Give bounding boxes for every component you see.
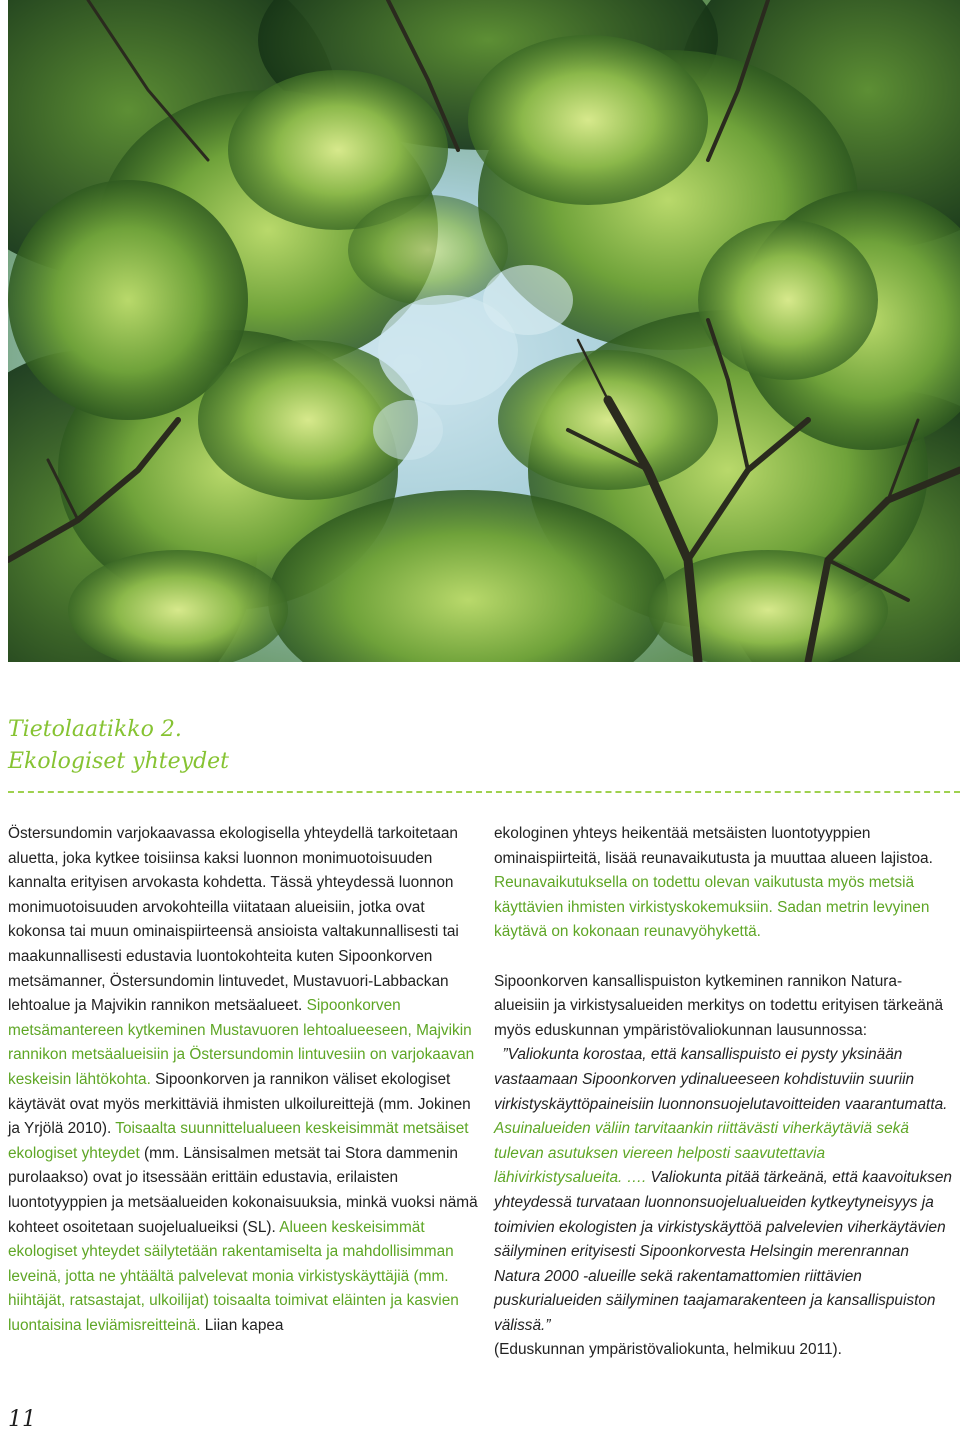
- right-text-2-highlight: Reunavaikutuksella on todettu olevan vaikutusta myös metsiä käyttävien ihmisten virkistyskokemuksiin. Sadan metrin levyinen käytävä on kokonaan reunavyöhykettä.: [494, 874, 930, 941]
- infobox-heading: [8, 714, 229, 778]
- quote-text-1: ”Valiokunta korostaa, että kansallispuisto ei pysty yksinään vastaamaan Sipoonkorven ydinalueeseen kohdistuviin suuriin virkistyskäyttöpaineisiin luonnonsuojelutavoitteiden vaarantumatta.: [494, 1046, 948, 1113]
- quote-text-3: Valiokunta pitää tärkeänä, että kaavoituksen yhteydessä turvataan luonnonsuojelualueiden kytkeytyneisyys ja toimivien ekologisten ja virkistyskäyttöä palvelevien viherkäytävien säilyminen erityisesti Sipoonkorvesta Helsingin merenrannan Natura 2000 -alueille sekä rakentamattomien riittävien puskurialueiden säilyminen taajamarakenteen ja kansallispuiston välissä.”: [494, 1169, 952, 1334]
- left-text-5-highlight: Toisaalta suunnittelualueen keskeisimmät metsäiset ekologiset yhteydet: [8, 1120, 469, 1162]
- section-divider: [8, 791, 960, 793]
- infobox-title: Ekologiset yhteydet: [8, 749, 230, 774]
- paragraph-gap: [494, 945, 956, 970]
- left-text-6: (mm. Länsisalmen metsät tai Stora dammenin purolaakso) ovat jo itsessään erittäin edustavia, erilaisten luontotyyppien ja metsäalueiden kokonaisuuksia, minkä vuoksi nämä kohteet osoitetaan suojelualueiksi (SL).: [8, 1144, 478, 1236]
- forest-canopy-photo: [8, 0, 960, 662]
- right-paragraph-2: [494, 970, 956, 1044]
- infobox-label: Tietolaatikko 2.: [8, 717, 182, 742]
- page-number: 11: [8, 1407, 36, 1432]
- committee-quote: [494, 1043, 956, 1338]
- quote-source: (Eduskunnan ympäristövaliokunta, helmikuu 2011).: [494, 1341, 842, 1359]
- left-text-4: Sipoonkorven ja rannikon väliset ekologiset käytävät ovat myös merkittäviä ihmisten ulkoilureittejä (mm. Jokinen ja Yrjölä 2010).: [8, 1070, 471, 1138]
- left-text-column: [8, 822, 478, 1338]
- right-text-3: Sipoonkorven kansallispuiston kytkeminen rannikon Natura-alueisiin ja virkistysalueiden merkitys on todettu erityisen tärkeänä myös eduskunnan ympäristövaliokunnan lausunnossa:: [494, 972, 944, 1039]
- left-text-2: Tässä yhteydessä luonnon monimuotoisuuden arvokohteilla viitataan alueisiin, jotka ovat kokonsa tai muun ominaispiirteensä ansioista valtakunnallisesti tai maakunnallisesti edustavia luontokohteita kuten Sipoonkorven metsämanner, Östersundomin lintuvedet, Mustavuori-Labbackan lehtoalue ja Majvikin rannikon metsäalueet.: [8, 874, 459, 1015]
- quote-text-2-highlight: Asuinalueiden väliin tarvitaankin riittävästi viherkäytäviä sekä tulevan asutuksen viereen helposti saavutettavia lähivirkistysalueita. ….: [494, 1120, 909, 1187]
- right-paragraph-1: [494, 822, 956, 945]
- left-text-7-highlight: Alueen keskeisimmät ekologiset yhteydet säilytetään rakentamiselta ja mahdollisimman leveinä, jotta ne yhtäältä palvelevat monia virkistyskäyttäjiä (mm. hiihtäjät, ratsastajat, ulkoilijat) toisaalta toimivat eläinten ja kasvien luontaisina leviämisreitteinä.: [8, 1218, 459, 1334]
- left-text-1: Östersundomin varjokaavassa ekologisella yhteydellä tarkoitetaan aluetta, joka kytkee toisiinsa kaksi luonnon monimuotoisuuden kannalta erityisen arvokasta kohdetta.: [8, 825, 458, 892]
- right-text-column: [494, 822, 956, 1363]
- left-paragraph: [8, 822, 478, 1338]
- left-text-3-highlight: Sipoonkorven metsämantereen kytkeminen Mustavuoren lehtoalueeseen, Majvikin rannikon metsäalueisiin ja Östersundomin lintuvesiin on varjokaavan keskeisin lähtökohta.: [8, 997, 475, 1088]
- left-text-8: Liian kapea: [204, 1316, 284, 1334]
- right-text-1: ekologinen yhteys heikentää metsäisten luontotyyppien ominaispiirteitä, lisää reunavaikutusta ja muuttaa alueen lajistoa.: [494, 825, 933, 867]
